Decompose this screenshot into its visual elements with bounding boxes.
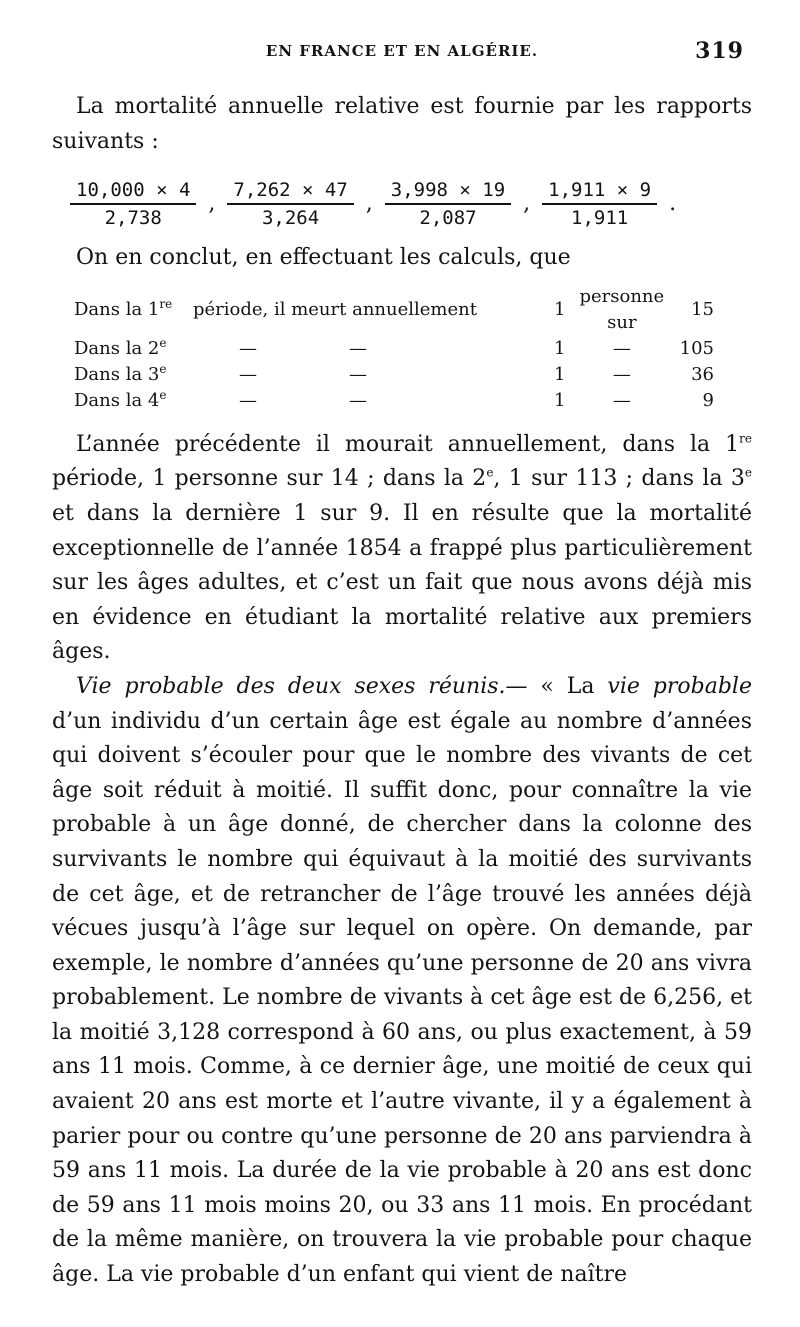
text-run: , 1 sur 113 ; dans la 3 [493, 466, 745, 492]
period-label [74, 388, 193, 414]
ditto-mark: — [238, 363, 257, 385]
count-value: 1 [553, 363, 566, 385]
previous-year-paragraph [52, 428, 752, 670]
ordinal-suffix: re [739, 431, 752, 446]
fraction-3 [385, 177, 511, 231]
fraction-denominator: 2,738 [104, 207, 162, 230]
ordinal-suffix: e [159, 387, 167, 402]
fraction-denominator: 2,087 [419, 207, 477, 230]
fraction-2 [227, 177, 353, 231]
ratio-value: 15 [691, 298, 714, 320]
ditto-marks [193, 362, 540, 388]
text-run: d’un individu d’un certain âge est égale au nombre d’années qui doivent s’écouler pour que le nombre des vivants de cet âge soit réduit à moitié. Il suffit donc, pour connaître la vie probable à un âge donné, de chercher dans la colonne des survivants le nombre qui équivaut à la moitié des survivants de cet âge, et de retrancher de l’âge trouvé les années déjà vécues jusqu’à l’âge sur lequel on opère. On demande, par exemple, le nombre d’années qu’une personne de 20 ans vivra probablement. Le nombre de vivants à cet âge est de 6,256, et la moitié 3,128 correspond à 60 ans, ou plus exactement, à 59 ans 11 mois. Comme, à ce dernier âge, une moitié de ceux qui avaient 20 ans est morte et l’autre vivante, il y a également à parier pour ou contre qu’une personne de 20 ans parviendra à 59 ans 11 mois. La durée de la vie probable à 20 ans est donc de 59 ans 11 mois moins 20, ou 33 ans 11 mois. En procédant de la même manière, on trouvera la vie probable pour chaque âge. La vie probable d’un enfant qui vient de naître [52, 708, 752, 1288]
fraction-separator: . [669, 191, 677, 217]
text-run: L’année précédente il mourait annuellement, dans la 1 [76, 431, 740, 457]
page-number: 319 [695, 38, 744, 64]
ditto-mark: — [348, 389, 367, 411]
period-label [74, 362, 193, 388]
fraction-denominator: 3,264 [261, 207, 320, 230]
ratio-value: 105 [679, 337, 714, 359]
fraction-numerator: 10,000 × 4 [70, 177, 196, 205]
running-head: EN FRANCE ET EN ALGÉRIE. [265, 42, 539, 60]
ordinal-suffix: e [159, 361, 167, 376]
ratio-fractions [70, 177, 752, 231]
per-label: personne sur [579, 285, 665, 333]
ordinal-suffix: e [486, 466, 494, 481]
probable-life-paragraph [52, 670, 752, 1293]
ditto-marks [193, 388, 540, 414]
text-run: — « La [505, 673, 608, 699]
period-description: période, il meurt annuellement [192, 298, 477, 320]
fraction-numerator: 1,911 × 9 [542, 177, 657, 205]
fraction-denominator: 1,911 [571, 207, 629, 230]
period-label [74, 336, 193, 362]
text-run: période, 1 personne sur 14 ; dans la 2 [52, 466, 487, 492]
fraction-separator: , [208, 191, 216, 217]
period-label-text: Dans la 1 [74, 298, 160, 320]
fraction-numerator: 3,998 × 19 [385, 177, 511, 205]
text-run: et dans la dernière 1 sur 9. Il en résulte que la mortalité exceptionnelle de l’année 1854 a frappé plus particulièrement sur les âges adultes, et c’est un fait que nous avons déjà mis en évidence en étudiant la mortalité relative aux premiers âges. [52, 500, 752, 665]
ditto-mark: — [348, 337, 367, 359]
mortality-results-table [74, 284, 714, 414]
fraction-numerator: 7,262 × 47 [227, 177, 353, 205]
fraction-4 [542, 177, 657, 231]
page-header [52, 38, 752, 68]
ditto-marks [193, 336, 540, 362]
period-label-text: Dans la 3 [74, 363, 160, 385]
count-value: 1 [553, 389, 566, 411]
table-row [74, 284, 714, 336]
ratio-value: 9 [702, 389, 714, 411]
ditto-mark: — [612, 337, 631, 359]
intro-paragraph: La mortalité annuelle relative est fournie par les rapports suivants : [52, 94, 752, 154]
ordinal-suffix: e [159, 335, 167, 350]
table-row [74, 362, 714, 388]
ordinal-suffix: re [159, 296, 173, 311]
count-value: 1 [553, 298, 566, 320]
ditto-mark: — [238, 389, 257, 411]
ordinal-suffix: e [744, 466, 752, 481]
table-row [74, 336, 714, 362]
ratio-value: 36 [691, 363, 714, 385]
period-label-text: Dans la 2 [74, 337, 160, 359]
emphasized-term: vie probable [607, 673, 752, 699]
fraction-1 [70, 177, 196, 231]
ditto-mark: — [612, 389, 631, 411]
ditto-mark: — [238, 337, 257, 359]
conclusion-line: On en conclut, en effectuant les calculs, que [76, 245, 571, 271]
fraction-separator: , [365, 191, 373, 217]
fraction-separator: , [523, 191, 531, 217]
table-row [74, 388, 714, 414]
ditto-mark: — [348, 363, 367, 385]
period-label [74, 284, 193, 336]
section-heading: Vie probable des deux sexes réunis. [76, 673, 506, 699]
ditto-mark: — [612, 363, 631, 385]
count-value: 1 [553, 337, 566, 359]
period-label-text: Dans la 4 [74, 389, 160, 411]
